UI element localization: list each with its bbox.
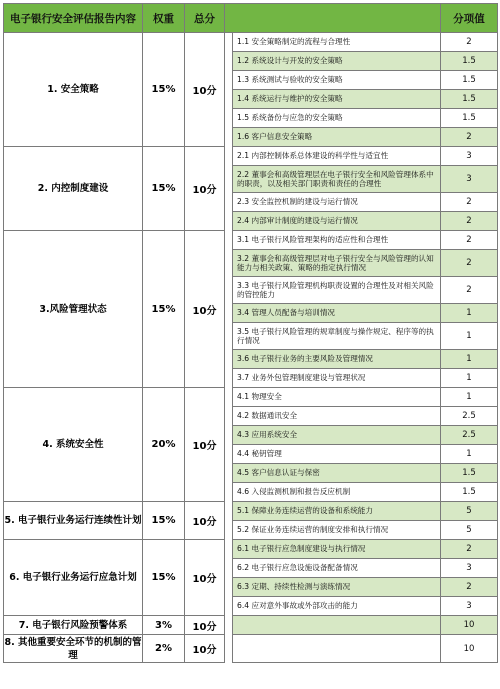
item-score: 1.5 [441,109,498,128]
item-score: 1.5 [441,52,498,71]
item-text: 6.3 定期、持续性检测与演练情况 [233,578,441,597]
item-text: 5.2 保证业务连续运营的制度安排和执行情况 [233,521,441,540]
item-score: 1.5 [441,90,498,109]
spacer-column [225,33,233,147]
item-score: 2 [441,277,498,304]
section-title: 6. 电子银行业务运行应急计划 [4,540,143,616]
item-score: 2 [441,33,498,52]
item-score: 1.5 [441,464,498,483]
table-body [4,33,498,663]
section-total: 10分 [185,388,225,502]
section-title: 8. 其他重要安全环节的机制的管理 [4,636,142,661]
item-text: 4.4 秘钥管理 [233,445,441,464]
spacer-column [225,635,233,663]
item-text: 3.7 业务外包管理制度建设与管理状况 [233,369,441,388]
item-score: 1 [441,304,498,323]
item-text: 3.6 电子银行业务的主要风险及管理情况 [233,350,441,369]
item-score: 5 [441,502,498,521]
item-text: 1.1 安全策略制定的流程与合理性 [233,33,441,52]
item-text [233,635,441,663]
item-text: 1.6 客户信息安全策略 [233,128,441,147]
item-text: 6.1 电子银行应急制度建设与执行情况 [233,540,441,559]
item-score: 1 [441,369,498,388]
item-score: 2 [441,128,498,147]
spacer-column [225,540,233,616]
item-score: 1 [441,388,498,407]
table-row [4,616,498,635]
item-score: 1 [441,323,498,350]
item-score: 5 [441,521,498,540]
item-score: 2 [441,250,498,277]
item-text: 2.3 安全监控机制的建设与运行情况 [233,193,441,212]
item-score: 3 [441,597,498,616]
item-text: 6.4 应对意外事故或外部攻击的能力 [233,597,441,616]
item-score: 3 [441,166,498,193]
section-weight: 15% [143,540,185,616]
section-weight: 15% [143,502,185,540]
item-text: 3.1 电子银行风险管理架构的适应性和合理性 [233,231,441,250]
table-row [4,540,498,559]
table-row [4,147,498,166]
header-content: 电子银行安全评估报告内容 [4,4,143,33]
table-row [4,231,498,250]
header-row [4,4,498,33]
item-score: 2 [441,578,498,597]
item-text: 1.5 系统备份与应急的安全策略 [233,109,441,128]
header-total: 总分 [185,4,225,33]
item-score: 3 [441,147,498,166]
section-title: 3.风险管理状态 [4,231,143,388]
spacer-column [225,388,233,502]
item-text: 4.5 客户信息认证与保密 [233,464,441,483]
item-text: 1.2 系统设计与开发的安全策略 [233,52,441,71]
spacer-column [225,502,233,540]
item-score: 2 [441,540,498,559]
item-text: 4.1 物理安全 [233,388,441,407]
section-weight: 3% [143,616,185,635]
item-text [233,616,441,635]
item-score: 10 [441,635,498,663]
item-text: 2.1 内部控制体系总体建设的科学性与适宜性 [233,147,441,166]
item-score: 2 [441,212,498,231]
item-text: 4.3 应用系统安全 [233,426,441,445]
table-row [4,635,498,663]
item-score: 1 [441,350,498,369]
section-weight: 15% [143,231,185,388]
item-text: 3.4 管理人员配备与培训情况 [233,304,441,323]
item-text: 6.2 电子银行应急设施设备配备情况 [233,559,441,578]
section-title: 1. 安全策略 [4,33,143,147]
item-score: 2 [441,231,498,250]
item-score: 2 [441,193,498,212]
header-score: 分项值 [441,4,498,33]
section-weight: 20% [143,388,185,502]
item-text: 1.3 系统测试与验收的安全策略 [233,71,441,90]
table-row [4,502,498,521]
section-total: 10分 [185,635,225,663]
section-total: 10分 [185,616,225,635]
item-text: 3.5 电子银行风险管理的规章制度与操作规定、程序等的执行情况 [233,323,441,350]
section-weight: 2% [143,635,185,663]
header-blank [225,4,441,33]
item-score: 2.5 [441,426,498,445]
section-title: 2. 内控制度建设 [4,147,143,231]
header-weight: 权重 [143,4,185,33]
section-title: 5. 电子银行业务运行连续性计划 [4,502,143,540]
item-text: 2.4 内部审计制度的建设与运行情况 [233,212,441,231]
security-assessment-table [3,3,498,663]
item-text: 3.3 电子银行风险管理机构职责设置的合理性及对相关风险的管控能力 [233,277,441,304]
item-score: 1.5 [441,71,498,90]
section-title: 7. 电子银行风险预警体系 [4,616,143,635]
section-weight: 15% [143,33,185,147]
item-text: 4.2 数据通讯安全 [233,407,441,426]
section-total: 10分 [185,231,225,388]
spacer-column [225,147,233,231]
item-score: 1 [441,445,498,464]
item-score: 2.5 [441,407,498,426]
item-text: 5.1 保障业务连续运营的设备和系统能力 [233,502,441,521]
item-score: 1.5 [441,483,498,502]
item-text: 1.4 系统运行与维护的安全策略 [233,90,441,109]
item-text: 2.2 董事会和高级管理层在电子银行安全和风险管理体系中的职责，以及相关部门职责和责任的合理性 [233,166,441,193]
item-score: 3 [441,559,498,578]
item-score: 10 [441,616,498,635]
section-total: 10分 [185,502,225,540]
section-total: 10分 [185,147,225,231]
spacer-column [225,231,233,388]
spacer-column [225,616,233,635]
item-text: 3.2 董事会和高级管理层对电子银行安全与风险管理的认知能力与相关政策、策略的指定执行情况 [233,250,441,277]
item-text: 4.6 入侵监测机制和报告反应机制 [233,483,441,502]
section-total: 10分 [185,33,225,147]
table-row [4,33,498,52]
section-weight: 15% [143,147,185,231]
table-row [4,388,498,407]
section-title: 4. 系统安全性 [4,388,143,502]
section-total: 10分 [185,540,225,616]
